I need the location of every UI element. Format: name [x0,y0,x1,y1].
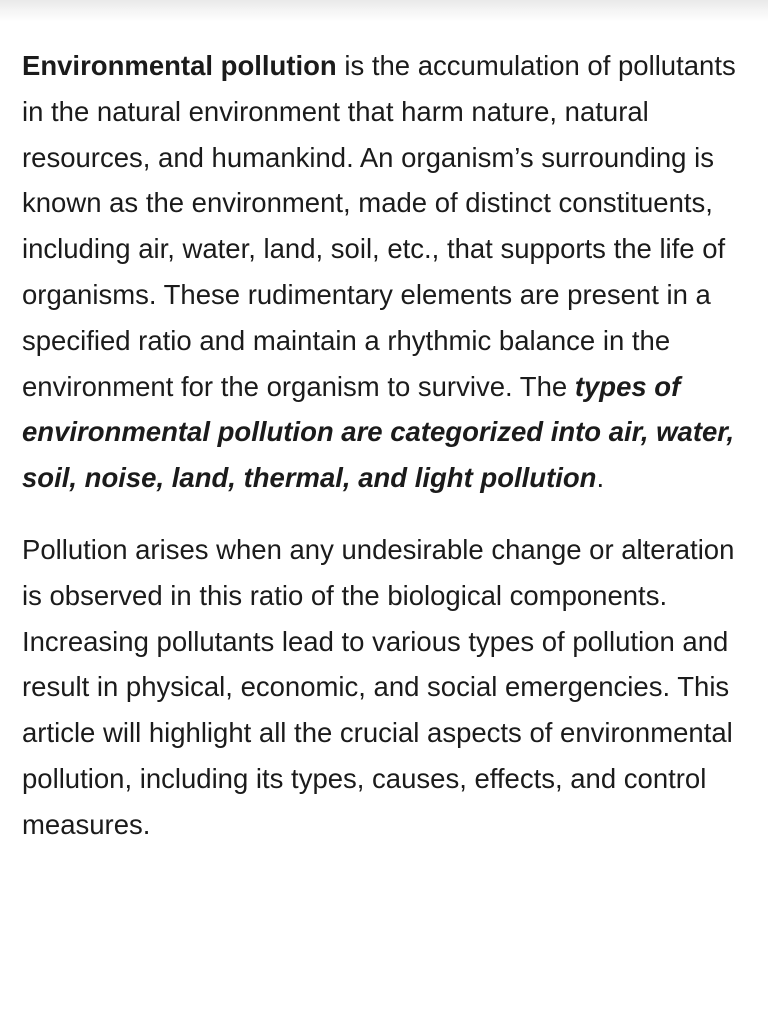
emphasized-text: types of environmental pollution are categorized into air, water, soil, noise, land, thermal, and light pollution [22,370,735,494]
paragraph-definition [22,43,756,501]
paragraph-text-end: . [596,462,605,494]
article-body [22,43,756,848]
defined-term: Environmental pollution [22,50,337,81]
top-bar-shadow [0,0,768,22]
paragraph-overview: Pollution arises when any undesirable change or alteration is observed in this ratio of the biological components. Increasing pollutants lead to various types of pollution and result in physical, economic, and social emergencies. This article will highlight all the crucial aspects of environmental pollution, including its types, causes, effects, and control measures. [22,533,735,840]
paragraph-text: is the accumulation of pollutants in the natural environment that harm nature, natural resources, and humankind. An organism’s surrounding is known as the environment, made of distinct constituents, including air, water, land, soil, etc., that supports the life of organisms. These rudimentary elements are present in a specified ratio and maintain a rhythmic balance in the environment for the organism to survive. The [22,50,736,402]
